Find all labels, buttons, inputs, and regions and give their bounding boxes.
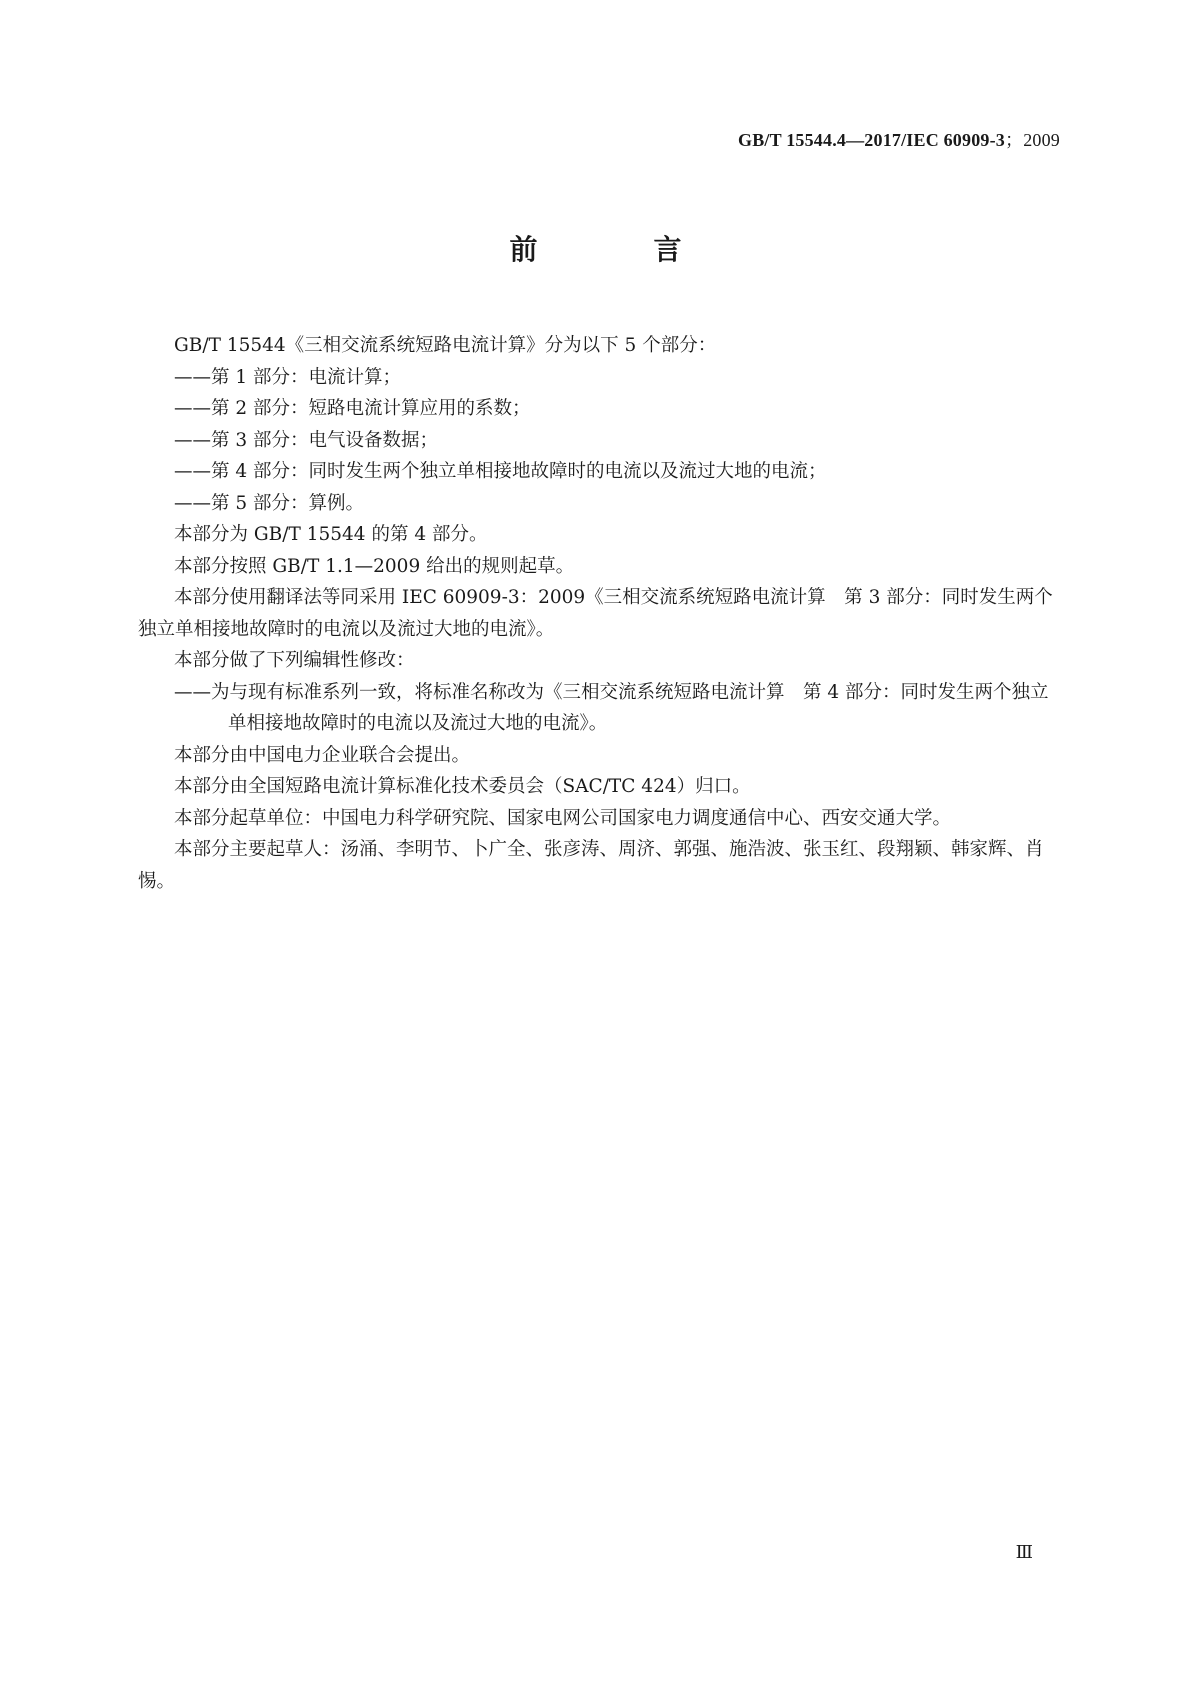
- paragraph-edit-changes: 本部分做了下列编辑性修改：: [174, 650, 415, 671]
- list-item-part-1: ——第 1 部分：电流计算；: [174, 366, 402, 388]
- paragraph-committee: 本部分由全国短路电流计算标准化技术委员会（SAC/TC 424）归口。: [174, 776, 751, 797]
- list-item-part-3: ——第 3 部分：电气设备数据；: [174, 429, 439, 451]
- list-item-part-4: ——第 4 部分：同时发生两个独立单相接地故障时的电流以及流过大地的电流；: [174, 461, 827, 482]
- foreword-body: [138, 330, 1064, 897]
- list-item-part-5: ——第 5 部分：算例。: [174, 492, 365, 514]
- paragraph-part-statement: 本部分为 GB/T 15544 的第 4 部分。: [174, 524, 488, 545]
- paragraph-drafting-rules: 本部分按照 GB/T 1.1—2009 给出的规则起草。: [174, 555, 575, 577]
- paragraph-proposer: 本部分由中国电力企业联合会提出。: [174, 744, 471, 766]
- document-code: [738, 126, 1060, 152]
- paragraph-adoption: 本部分使用翻译法等同采用 IEC 60909-3：2009《三相交流系统短路电流计算 第 3 部分：同时发生两个独立单相接地故障时的电流以及流过大地的电流》。: [138, 587, 1053, 640]
- list-item-name-change: ——为与现有标准系列一致，将标准名称改为《三相交流系统短路电流计算 第 4 部分：同时发生两个独立单相接地故障时的电流以及流过大地的电流》。: [174, 681, 1049, 734]
- page-number: Ⅲ: [1015, 1542, 1033, 1562]
- page-title: 前 言: [509, 233, 726, 266]
- document-code-year: ；2009: [1005, 130, 1060, 150]
- list-item-part-2: ——第 2 部分：短路电流计算应用的系数；: [174, 398, 531, 419]
- paragraph-intro: GB/T 15544《三相交流系统短路电流计算》分为以下 5 个部分：: [174, 335, 717, 356]
- paragraph-drafting-units: 本部分起草单位：中国电力科学研究院、国家电网公司国家电力调度通信中心、西安交通大学。: [174, 807, 952, 829]
- paragraph-drafters: 本部分主要起草人：汤涌、李明节、卜广全、张彦涛、周济、郭强、施浩波、张玉红、段翔颖、韩家辉、肖惕。: [138, 839, 1044, 892]
- document-code-main: GB/T 15544.4—2017/IEC 60909-3: [738, 130, 1005, 150]
